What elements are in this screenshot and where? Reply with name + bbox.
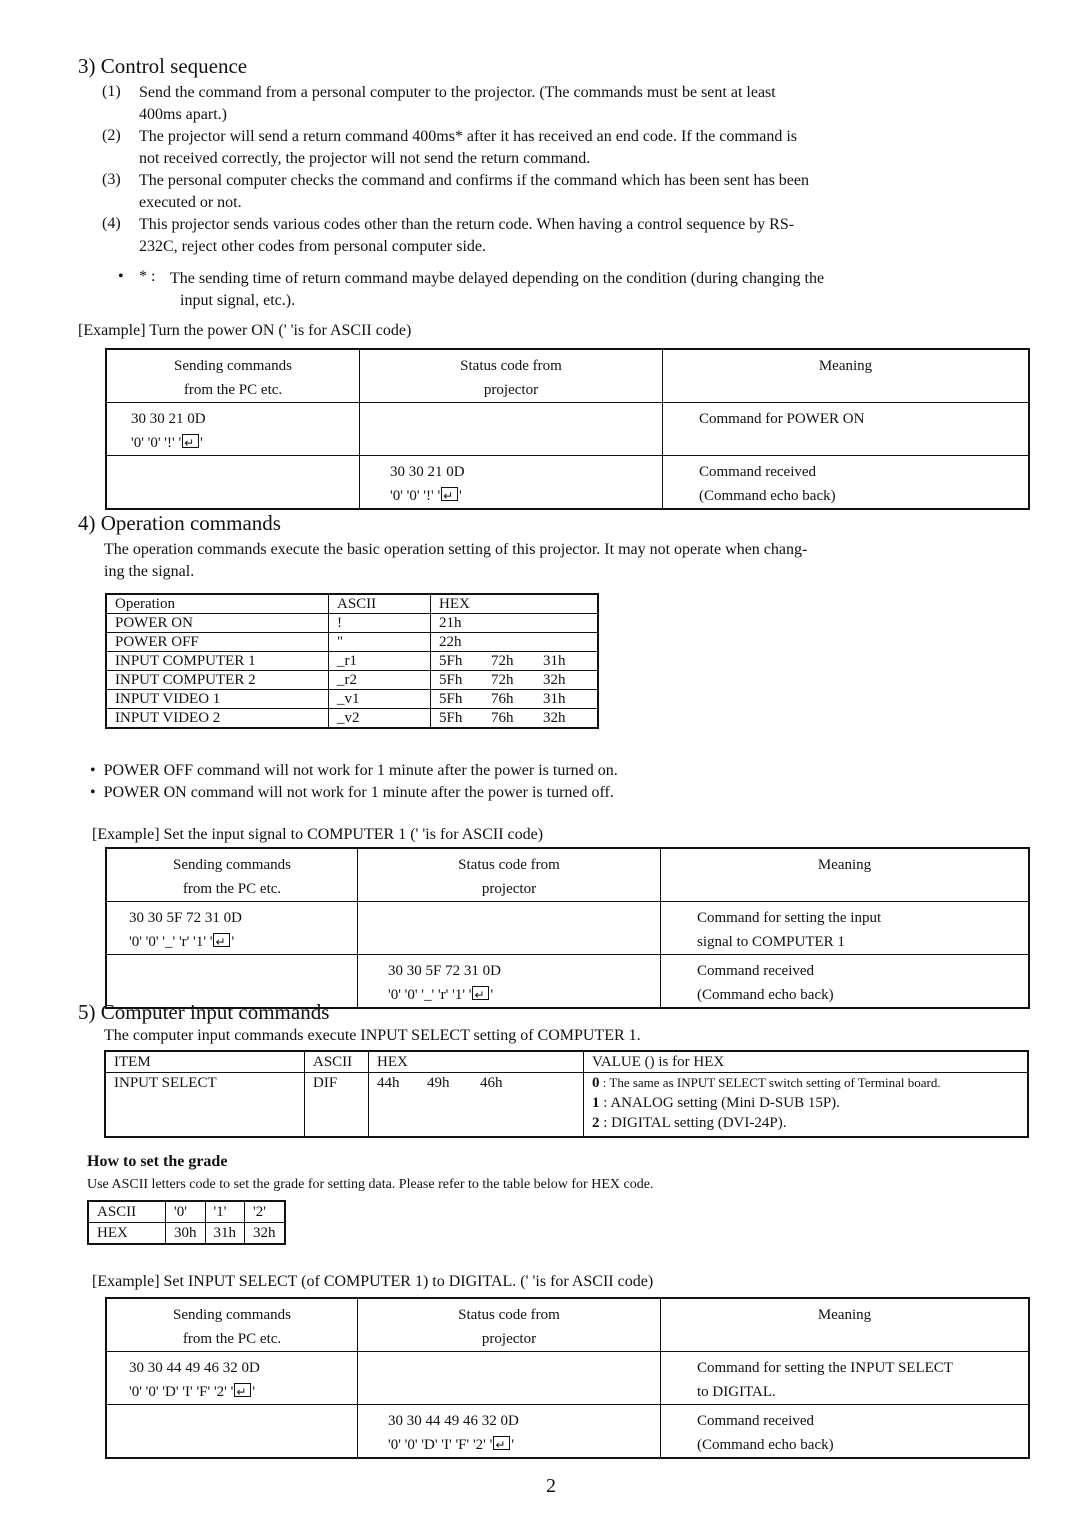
- col-header: VALUE () is for HEX: [584, 1051, 1029, 1073]
- item-text: The projector will send a return command 400ms* after it has received an end code. If the command is not received correctly, the projector will not send the return command.: [139, 128, 797, 167]
- operation-table: [105, 593, 599, 729]
- table-cell: 30 30 5F 72 31 0D '0' '0' '_' 'r' '1' '↵ ': [106, 902, 358, 955]
- table-cell: DIF: [305, 1073, 369, 1137]
- table-cell: [358, 902, 661, 955]
- section-4-title: 4) Operation commands: [78, 511, 281, 535]
- grade-desc: Use ASCII letters code to set the grade for setting data. Please refer to the table below for HEX code.: [87, 1177, 654, 1192]
- table-cell: [106, 456, 360, 510]
- table-cell: Command received (Command echo back): [661, 1405, 1030, 1459]
- item-number: (4): [102, 215, 121, 232]
- col-header-sending: Sending commands from the PC etc.: [106, 848, 358, 902]
- item-number: (3): [102, 171, 121, 188]
- table-cell: Command for POWER ON: [663, 403, 1030, 456]
- example-3-caption: [Example] Set INPUT SELECT (of COMPUTER 1) to DIGITAL. (' 'is for ASCII code): [92, 1273, 654, 1290]
- table-cell: [360, 403, 663, 456]
- table-row: INPUT COMPUTER 2 _r2 5Fh 72h 32h: [106, 671, 598, 690]
- table-cell: Command received (Command echo back): [661, 955, 1030, 1009]
- item-text: The personal computer checks the command and confirms if the command which has been sent has been executed or not.: [139, 172, 809, 211]
- col-header: ASCII: [305, 1051, 369, 1073]
- table-cell: Command for setting the input signal to COMPUTER 1: [661, 902, 1030, 955]
- section-5-title: 5) Computer input commands: [78, 1000, 330, 1024]
- return-key-icon: [493, 1436, 510, 1450]
- example-2-table: [105, 847, 1030, 1009]
- example-3-table: [105, 1297, 1030, 1459]
- col-header-sending: Sending commands from the PC etc.: [106, 1298, 358, 1352]
- table-cell: 30 30 44 49 46 32 0D '0' '0' 'D' 'I' 'F' '2' '↵ ': [358, 1405, 661, 1459]
- table-row: INPUT COMPUTER 1 _r1 5Fh 72h 31h: [106, 652, 598, 671]
- col-header-meaning: Meaning: [661, 1298, 1030, 1352]
- table-cell: Command received (Command echo back): [663, 456, 1030, 510]
- item-number: (1): [102, 83, 121, 100]
- bullet-note: • POWER ON command will not work for 1 minute after the power is turned off.: [90, 784, 614, 801]
- table-cell: INPUT SELECT: [114, 1075, 217, 1091]
- table-cell: [358, 1352, 661, 1405]
- bullet-note: • POWER OFF command will not work for 1 minute after the power is turned on.: [90, 762, 618, 779]
- grade-table: [87, 1200, 286, 1245]
- table-cell: 44h 49h 46h: [369, 1073, 584, 1137]
- section-5-desc: The computer input commands execute INPUT SELECT setting of COMPUTER 1.: [104, 1027, 641, 1044]
- return-key-icon: [234, 1383, 251, 1397]
- note-text: The sending time of return command maybe delayed depending on the condition (during changing the input signal, etc.).: [170, 270, 825, 309]
- table-cell: 30 30 21 0D '0' '0' '!' '↵ ': [360, 456, 663, 510]
- col-header: HEX: [431, 594, 599, 614]
- return-key-icon: [213, 933, 230, 947]
- item-text: Send the command from a personal computer to the projector. (The commands must be sent at least 400ms apart.): [139, 84, 776, 123]
- section-4-desc: The operation commands execute the basic operation setting of this projector. It may not operate when chang- ing the signal.: [104, 541, 808, 580]
- table-cell: 0 : The same as INPUT SELECT switch setting of Terminal board. 1 : ANALOG setting (Mini D-SUB 15P). 2 : DIGITAL setting (DVI-24P).: [584, 1073, 1029, 1137]
- col-header-meaning: Meaning: [661, 848, 1030, 902]
- grade-title: How to set the grade: [87, 1153, 228, 1170]
- col-header: ASCII: [329, 594, 431, 614]
- col-header-status: Status code from projector: [358, 848, 661, 902]
- section-3-title: 3) Control sequence: [78, 54, 248, 78]
- table-row: HEX 30h 31h 32h: [88, 1223, 285, 1245]
- example-2-caption: [Example] Set the input signal to COMPUTER 1 (' 'is for ASCII code): [92, 826, 544, 843]
- page-number: 2: [546, 1475, 556, 1497]
- example-1-table: [105, 348, 1030, 510]
- table-row: INPUT VIDEO 1 _v1 5Fh 76h 31h: [106, 690, 598, 709]
- col-header-status: Status code from projector: [360, 349, 663, 403]
- item-text: This projector sends various codes other than the return code. When having a control sequence by RS- 232C, reject other codes from personal computer side.: [139, 216, 795, 255]
- table-cell: [106, 1405, 358, 1459]
- col-header-sending: Sending commands from the PC etc.: [106, 349, 360, 403]
- return-key-icon: [472, 986, 489, 1000]
- computer-input-table: [104, 1050, 1029, 1138]
- table-cell: 30 30 44 49 46 32 0D '0' '0' 'D' 'I' 'F' '2' '↵ ': [106, 1352, 358, 1405]
- example-1-caption: [Example] Turn the power ON (' 'is for ASCII code): [78, 322, 412, 339]
- col-header-status: Status code from projector: [358, 1298, 661, 1352]
- item-number: (2): [102, 127, 121, 144]
- note-mark: * :: [139, 268, 156, 285]
- table-row: ASCII '0' '1' '2': [88, 1201, 285, 1223]
- table-row: POWER OFF " 22h: [106, 633, 598, 652]
- table-row: POWER ON ! 21h: [106, 614, 598, 633]
- col-header: Operation: [106, 594, 329, 614]
- col-header: HEX: [369, 1051, 584, 1073]
- table-cell: 30 30 21 0D '0' '0' '!' '↵ ': [106, 403, 360, 456]
- return-key-icon: [182, 434, 199, 448]
- col-header: ITEM: [105, 1051, 305, 1073]
- table-row: INPUT VIDEO 2 _v2 5Fh 76h 32h: [106, 709, 598, 729]
- return-key-icon: [441, 487, 458, 501]
- table-cell: 30 30 5F 72 31 0D '0' '0' '_' 'r' '1' '↵ ': [358, 955, 661, 1009]
- col-header-meaning: Meaning: [663, 349, 1030, 403]
- table-cell: Command for setting the INPUT SELECT to DIGITAL.: [661, 1352, 1030, 1405]
- note-bullet: •: [118, 268, 124, 285]
